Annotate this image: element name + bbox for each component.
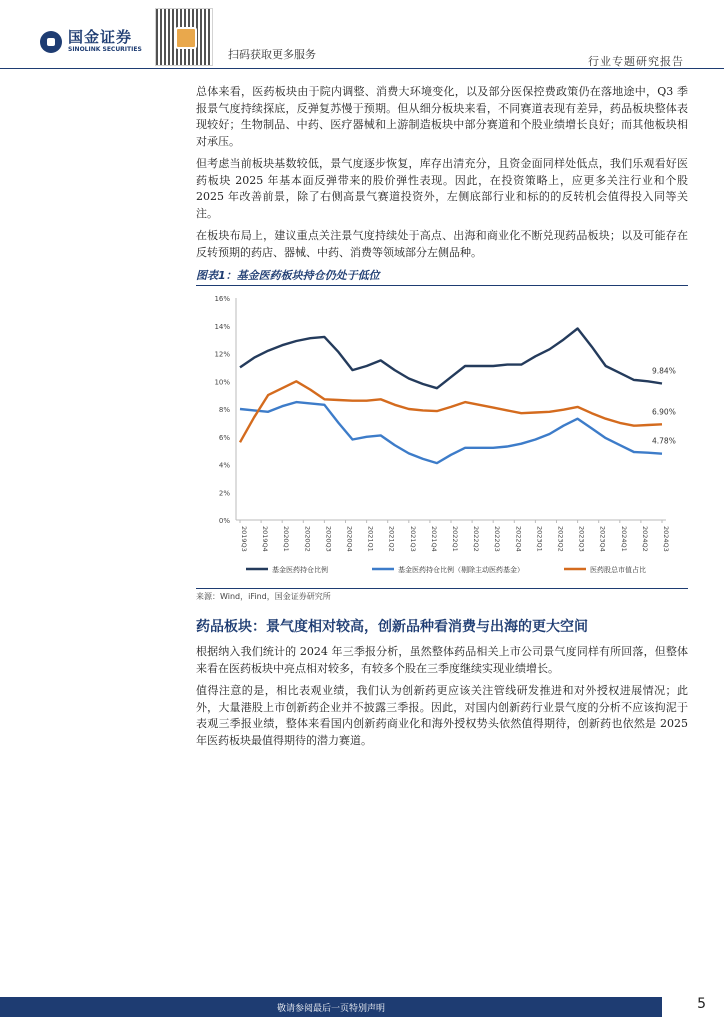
y-tick-label: 2% <box>218 489 230 498</box>
y-tick-label: 10% <box>214 378 230 387</box>
logo-cn-text: 国金证券 <box>68 28 133 46</box>
section-paragraph-1: 根据纳入我们统计的 2024 年三季报分析，虽然整体药品相关上市公司景气度同样有所回落，但整体来看在医药板块中亮点相对较多，有较多个股在三季度继续实现业绩增长。 <box>196 645 688 675</box>
x-tick-label: 2020Q3 <box>324 526 333 552</box>
legend-label-2: 基金医药持仓比例（剔除主动医药基金） <box>398 566 524 574</box>
x-tick-label: 2022Q4 <box>514 526 523 552</box>
legend-label-1: 基金医药持仓比例 <box>272 566 328 574</box>
x-tick-label: 2019Q4 <box>261 526 270 552</box>
paragraph-2: 但考虑当前板块基数较低，景气度逐步恢复，库存出清充分，且资金面同样处低点，我们乐观看好医药板块 2025 年基本面反弹带来的股价弹性表现。因此，在投资策略上，应更多关注行业和个股 2025 年改善前景，除了右侧高景气赛道投资外，左侧底部行业和标的的反转机会值得投入同等关注。 <box>196 157 688 220</box>
figure-title: 图表1：基金医药板块持仓仍处于低位 <box>196 267 688 286</box>
x-tick-label: 2024Q3 <box>662 526 670 552</box>
qr-caption: 扫码获取更多服务 <box>228 48 316 61</box>
footer-disclaimer[interactable]: 敬请参阅最后一页特别声明 <box>276 1004 385 1014</box>
series-line-2 <box>240 402 662 463</box>
x-tick-label: 2023Q4 <box>598 526 607 552</box>
x-tick-label: 2022Q3 <box>493 526 502 552</box>
legend-label-3: 医药股总市值占比 <box>590 566 646 574</box>
chart-container <box>196 286 688 586</box>
x-tick-label: 2023Q2 <box>556 526 565 552</box>
header-divider <box>0 68 724 69</box>
figure-source: 来源：Wind，iFind，国金证券研究所 <box>196 588 688 602</box>
x-tick-label: 2024Q1 <box>619 526 628 552</box>
report-type-label: 行业专题研究报告 <box>588 55 684 68</box>
line-chart <box>196 286 688 586</box>
section-title: 药品板块：景气度相对较高，创新品种看消费与出海的更大空间 <box>196 619 588 635</box>
y-tick-label: 12% <box>214 350 230 359</box>
x-tick-label: 2021Q3 <box>408 526 417 552</box>
y-tick-label: 8% <box>218 406 230 414</box>
x-tick-label: 2022Q2 <box>472 526 481 552</box>
x-tick-label: 2023Q1 <box>535 526 544 552</box>
x-tick-label: 2021Q4 <box>429 526 438 552</box>
page-number: 5 <box>697 996 706 1012</box>
qr-center-badge-icon <box>175 27 197 49</box>
section-paragraph-2: 值得注意的是，相比表观业绩，我们认为创新药更应该关注管线研发推进和对外授权进展情况；此外，大量港股上市创新药企业并不披露三季报。因此，对国内创新药行业景气度的分析不应该拘泥于表观三季报业绩，整体来看国内创新药商业化和海外授权势头依然值得期待，创新药也依然是 2025 年医药板块最值得期待的潜力赛道。 <box>196 684 688 747</box>
x-tick-label: 2021Q2 <box>387 526 396 552</box>
end-value-label: 6.90% <box>652 407 676 417</box>
paragraph-1: 总体来看，医药板块由于院内调整、消费大环境变化，以及部分医保控费政策仍在落地途中，Q3 季报景气度持续探底，反弹复苏慢于预期。但从细分板块来看，不同赛道表现有差异，药品板块整体表现较好；生物制品、中药、医疗器械和上游制造板块中部分赛道和个股业绩增长良好；而其他板块相对承压。 <box>196 85 688 148</box>
y-tick-label: 16% <box>214 295 230 303</box>
x-tick-label: 2022Q1 <box>451 526 459 552</box>
x-tick-label: 2020Q1 <box>282 526 291 552</box>
company-logo <box>40 30 142 53</box>
end-value-label: 9.84% <box>652 366 676 376</box>
main-content <box>196 84 688 755</box>
y-tick-label: 6% <box>218 433 230 442</box>
end-value-label: 4.78% <box>652 436 676 446</box>
x-tick-label: 2024Q2 <box>640 526 649 552</box>
y-tick-label: 14% <box>214 322 230 331</box>
series-line-1 <box>240 329 662 389</box>
x-tick-label: 2020Q4 <box>345 526 354 552</box>
x-tick-label: 2019Q3 <box>240 526 248 552</box>
logo-mark-icon <box>40 31 62 53</box>
x-tick-label: 2021Q1 <box>366 526 375 552</box>
x-tick-label: 2023Q3 <box>577 526 586 552</box>
paragraph-3: 在板块布局上，建议重点关注景气度持续处于高点、出海和商业化不断兑现药品板块；以及可能存在反转预期的药店、器械、中药、消费等领域部分左侧品种。 <box>196 229 688 259</box>
x-tick-label: 2020Q2 <box>303 526 312 552</box>
y-tick-label: 4% <box>218 461 230 470</box>
y-tick-label: 0% <box>218 517 230 525</box>
logo-en-text: SINOLINK SECURITIES <box>68 46 142 53</box>
